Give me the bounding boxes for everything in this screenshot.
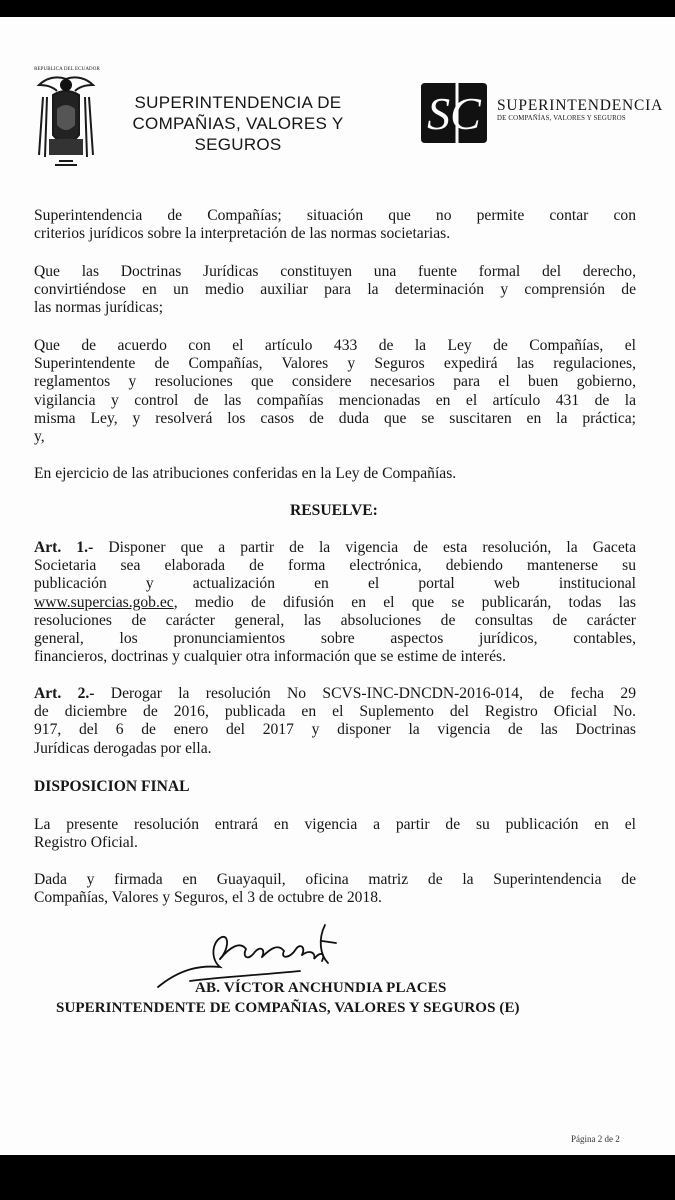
text-line: vigilancia y control de las compañías mencionadas en el artículo 431 de la <box>34 391 636 409</box>
text-line: Que las Doctrinas Jurídicas constituyen una fuente formal del derecho, <box>34 263 636 280</box>
text-line: y, <box>34 427 45 445</box>
agency-title-line: COMPAÑIAS, VALORES Y <box>132 114 344 133</box>
text-line: 917, del 6 de enero del 2017 y disponer la vigencia de las Doctrinas <box>34 721 636 739</box>
signatory-name: AB. VÍCTOR ANCHUNDIA PLACES <box>195 980 447 996</box>
text-line: financieros, doctrinas y cualquier otra información que se estime de interés. <box>34 648 506 666</box>
agency-title-line: SUPERINTENDENCIA DE <box>134 93 342 112</box>
agency-title-line: SEGUROS <box>194 135 282 154</box>
resuelve-heading: RESUELVE: <box>290 502 378 519</box>
article-1 <box>34 539 636 666</box>
paragraph-1 <box>34 207 636 243</box>
text-line: de diciembre de 2016, publicada en el Suplemento del Registro Oficial No. <box>34 703 636 721</box>
sc-logo-icon <box>417 77 491 149</box>
text-line: Jurídicas derogadas por ella. <box>34 739 212 757</box>
document-page <box>0 17 675 1155</box>
brand-name: SUPERINTENDENCIA <box>497 97 664 114</box>
text-line: reglamentos y resoluciones que considere necesarios para el buen gobierno, <box>34 373 636 391</box>
text-line: Disponer que a partir de la vigencia de esta resolución, la Gaceta <box>93 539 636 556</box>
text-line: Compañías, Valores y Seguros, el 3 de octubre de 2018. <box>34 889 382 907</box>
text-line: criterios jurídicos sobre la interpretación de las normas societarias. <box>34 225 451 243</box>
article-2 <box>34 685 636 758</box>
agency-title <box>123 92 353 155</box>
text-line: Superintendente de Compañías, Valores y Seguros expedirá las regulaciones, <box>34 355 636 373</box>
final-disposition-heading: DISPOSICION FINAL <box>34 778 190 795</box>
text-line: general, los pronunciamientos sobre aspectos jurídicos, contables, <box>34 629 636 647</box>
paragraph-3 <box>34 337 636 446</box>
text-line: Derogar la resolución No SCVS-INC-DNCDN-2016-014, de fecha 29 <box>94 685 636 702</box>
text-line: misma Ley, y resolverá los casos de duda que se suscitaren en la práctica; <box>34 409 636 427</box>
text-line: Registro Oficial. <box>34 834 138 852</box>
text-line: Societaria sea elaborada de forma electrónica, debiendo mantenerse su <box>34 557 636 575</box>
article-2-label: Art. 2.- <box>34 685 95 702</box>
ecuador-coat-of-arms-icon <box>33 65 99 185</box>
paragraph-2 <box>34 263 636 318</box>
final-paragraph <box>34 816 636 852</box>
text-line: publicación y actualización en el portal web institucional <box>34 575 636 593</box>
text-line: las normas jurídicas; <box>34 299 164 317</box>
seal-caption: REPUBLICA DEL ECUADOR <box>34 67 100 72</box>
page-number: Página 2 de 2 <box>571 1134 620 1144</box>
text-line: convirtiéndose en un medio auxiliar para la determinación y comprensión de <box>34 281 636 299</box>
brand-subtitle: DE COMPAÑÍAS, VALORES Y SEGUROS <box>497 115 626 122</box>
closing-paragraph <box>34 871 636 907</box>
supercias-website-link[interactable]: www.supercias.gob.ec <box>34 593 174 611</box>
paragraph-4 <box>34 465 636 483</box>
signatory-title: SUPERINTENDENTE DE COMPAÑIAS, VALORES Y SEGUROS (E) <box>56 1000 520 1016</box>
text-line: En ejercicio de las atribuciones conferidas en la Ley de Compañías. <box>34 465 457 482</box>
sc-logo-letters: SC <box>427 88 481 139</box>
text-line: Superintendencia de Compañías; situación que no permite contar con <box>34 207 636 224</box>
text-line: La presente resolución entrará en vigencia a partir de su publicación en el <box>34 816 636 833</box>
text-line: resoluciones de carácter general, las absoluciones de consultas de carácter <box>34 611 636 629</box>
text-line: Que de acuerdo con el artículo 433 de la Ley de Compañías, el <box>34 337 636 354</box>
text-line: , medio de difusión en el que se publicarán, todas las <box>173 593 636 611</box>
text-line: Dada y firmada en Guayaquil, oficina matriz de la Superintendencia de <box>34 871 636 888</box>
article-1-label: Art. 1.- <box>34 539 94 556</box>
